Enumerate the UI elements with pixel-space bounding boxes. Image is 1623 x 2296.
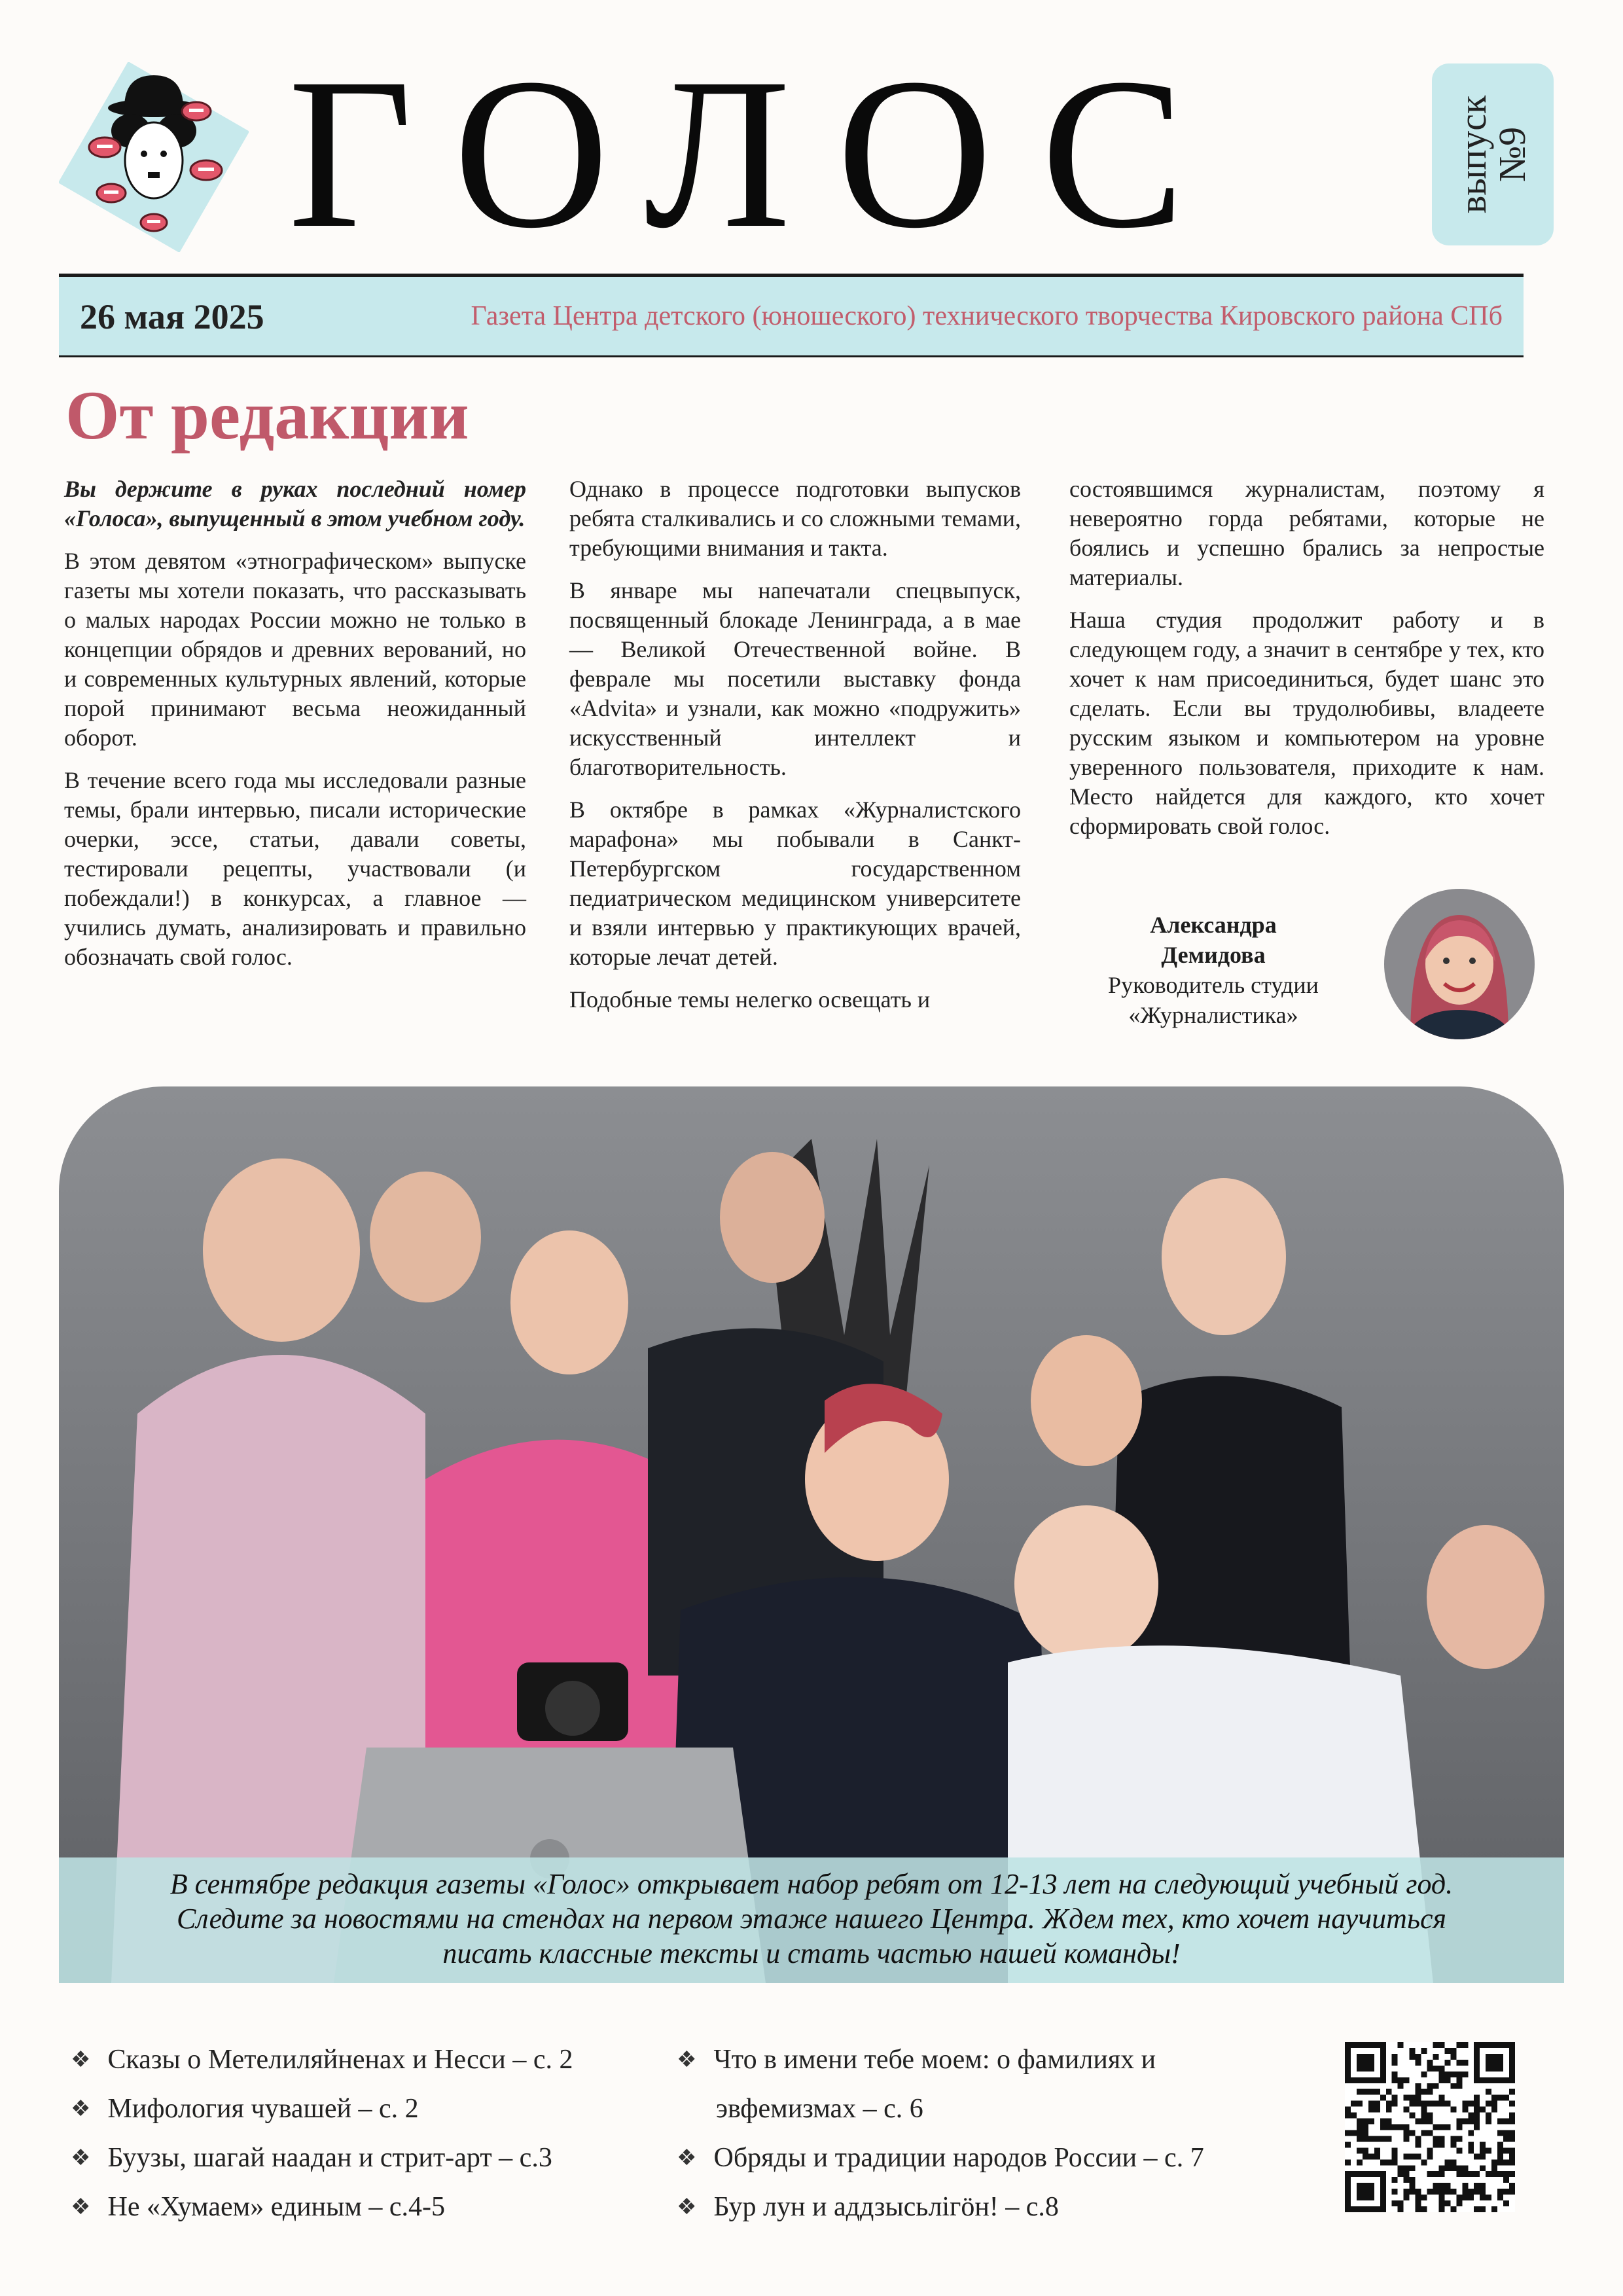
contents-item[interactable] — [677, 2134, 1298, 2183]
editor-name-first: Александра — [1150, 912, 1277, 938]
editorial-column-3 — [1069, 475, 1544, 854]
diamond-bullet-icon: ❖ — [677, 2195, 697, 2219]
contents-item[interactable] — [677, 2036, 1298, 2085]
contents-item-label: Мифология чувашей – с. 2 — [107, 2094, 419, 2124]
editorial-paragraph: В октябре в рамках «Журналистского марафона» мы побывали в Санкт-Петербургском государственном педиатрическом медицинском университете и взяли интервью у практикующих врачей, которые лечат детей. — [569, 797, 1021, 970]
editorial-paragraph: Подобные темы нелегко освещать и — [569, 986, 931, 1013]
editorial-paragraph: В течение всего года мы исследовали разные темы, брали интервью, писали исторические очерки, эссе, статьи, давали советы, тестировали рецепты, участвовали (и побеждали!) в конкурсах, а главное — учились думать, анализировать и правильно обозначать свой голос. — [64, 767, 526, 970]
editor-signature — [1069, 910, 1357, 1030]
issue-number: №9 — [1491, 126, 1533, 183]
editorial-paragraph: В январе мы напечатали спецвыпуск, посвященный блокаде Ленинграда, а в мае — Великой Отечественной войне. В феврале мы посетили выставку фонда «Advita» и узнали, как можно «подружить» искусственный интеллект и благотворительность. — [569, 577, 1021, 780]
editor-studio: «Журналистика» — [1128, 1002, 1298, 1028]
editor-portrait — [1384, 889, 1535, 1039]
qr-code[interactable] — [1345, 2042, 1515, 2212]
issue-badge — [1432, 63, 1554, 245]
issue-date: 26 мая 2025 — [80, 297, 264, 336]
contents-item-continuation[interactable] — [677, 2085, 1298, 2134]
caption-line-2: Следите за новостями на стендах на первом этаже нашего Центра. Ждем тех, кто хочет научиться — [177, 1903, 1446, 1935]
editorial-column-2 — [569, 475, 1021, 1028]
editorial-lead: Вы держите в руках последний номер «Голоса», выпущенный в этом учебном году. — [64, 476, 526, 531]
editorial-paragraph: состоявшимся журналистам, поэтому я невероятно горда ребятами, которые не боялись и успешно брались за непростые материалы. — [1069, 476, 1544, 590]
photo-caption — [59, 1857, 1564, 1983]
editorial-paragraph: В этом девятом «этнографическом» выпуске газеты мы хотели показать, что рассказывать о малых народах России можно не только в концепции обрядов и древних верований, но и современных культурных явлений, которые порой принимают весьма неожиданный оборот. — [64, 548, 526, 751]
diamond-bullet-icon: ❖ — [677, 2048, 697, 2072]
contents-item-label: эвфемизмах – с. 6 — [716, 2094, 923, 2124]
contents-item-label: Обряды и традиции народов России – с. 7 — [713, 2143, 1204, 2173]
group-photo — [59, 1086, 1564, 1983]
editorial-paragraph: Однако в процессе подготовки выпусков ребята сталкивались и со сложными темами, требующими внимания и такта. — [569, 476, 1021, 561]
caption-line-3: писать классные тексты и стать частью нашей команды! — [442, 1937, 1181, 1969]
contents-item[interactable] — [71, 2134, 673, 2183]
contents-item[interactable] — [71, 2183, 673, 2232]
diamond-bullet-icon: ❖ — [677, 2146, 697, 2170]
newspaper-title: ГОЛОС — [288, 34, 1231, 273]
contents-item-label: Сказы о Метелиляйненах и Несси – с. 2 — [107, 2045, 573, 2075]
contents-item-label: Буузы, шагай наадан и стрит-арт – с.3 — [107, 2143, 552, 2173]
issue-label: выпуск — [1452, 95, 1494, 214]
diamond-bullet-icon: ❖ — [71, 2097, 91, 2121]
contents-item-label: Бур лун и аддзысьлiгӧн! – с.8 — [713, 2192, 1059, 2222]
contents-list-left — [71, 2036, 673, 2232]
contents-item[interactable] — [71, 2085, 673, 2134]
editor-role: Руководитель студии — [1108, 972, 1319, 998]
caption-line-1: В сентябре редакция газеты «Голос» открывает набор ребят от 12-13 лет на следующий учебный год. — [169, 1868, 1454, 1900]
editor-name-last: Демидова — [1161, 942, 1266, 968]
contents-item[interactable] — [677, 2183, 1298, 2232]
editorial-paragraph: Наша студия продолжит работу и в следующем году, а значит в сентябре у тех, кто хочет к нам присоединиться, будет шанс это сделать. Если вы трудолюбивы, владеете русским языком и компьютером на уровне уверенного пользователя, приходите к нам. Место найдется для каждого, кто хочет сформировать свой голос. — [1069, 607, 1544, 839]
editorial-column-1 — [64, 475, 526, 985]
contents-item-label: Не «Хумаем» единым – с.4-5 — [107, 2192, 446, 2222]
editorial-heading: От редакции — [65, 377, 469, 454]
contents-list-right — [677, 2036, 1298, 2232]
diamond-bullet-icon: ❖ — [71, 2048, 91, 2072]
newspaper-logo — [59, 62, 249, 252]
contents-item[interactable] — [71, 2036, 673, 2085]
newspaper-subtitle: Газета Центра детского (юношеского) технического творчества Кировского района СПб — [471, 301, 1503, 331]
date-bar — [59, 274, 1524, 357]
diamond-bullet-icon: ❖ — [71, 2195, 91, 2219]
contents-item-label: Что в имени тебе моем: о фамилиях и — [713, 2045, 1156, 2075]
diamond-bullet-icon: ❖ — [71, 2146, 91, 2170]
